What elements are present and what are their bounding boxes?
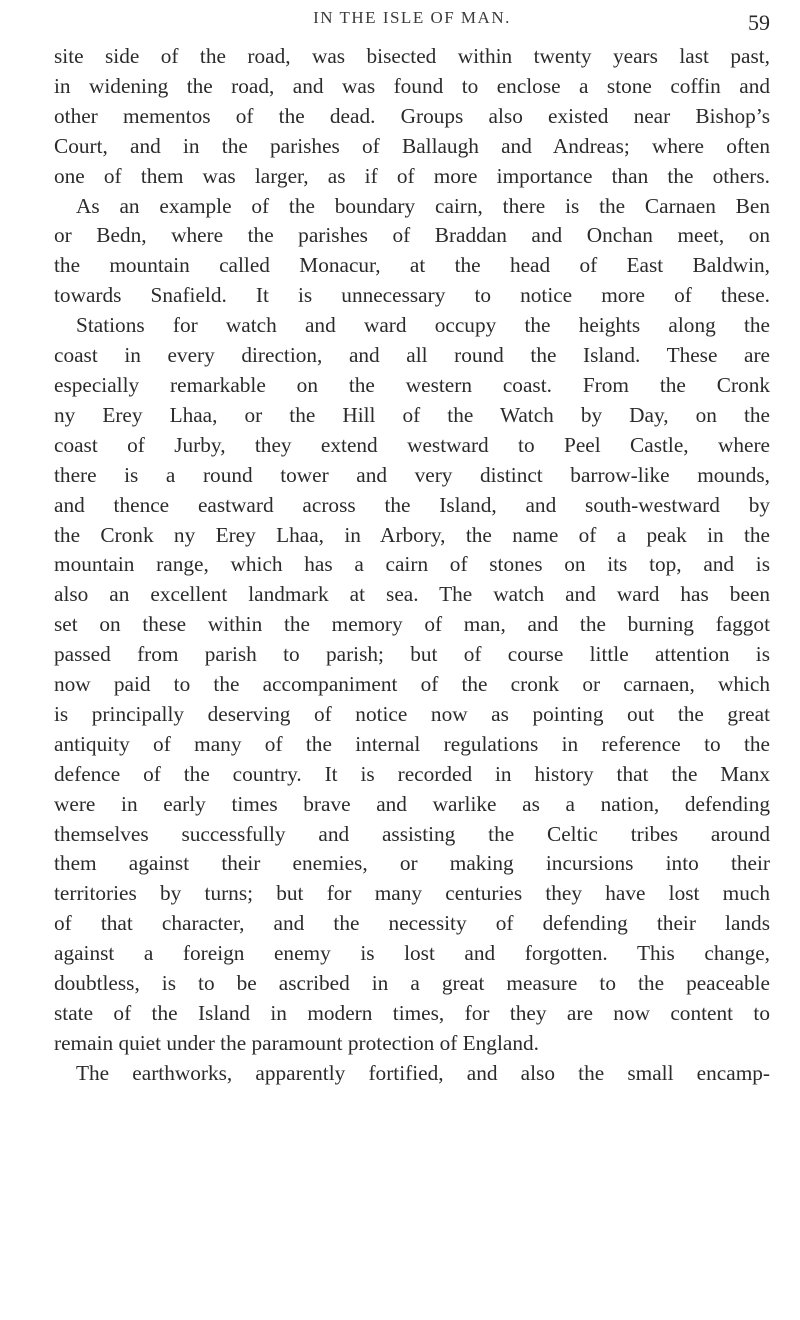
text-line: As an example of the boundary cairn, there is the Carnaen Ben	[76, 193, 770, 218]
text-line: remain quiet under the paramount protection of England.	[54, 1030, 539, 1055]
text-line: Stations for watch and ward occupy the heights along the	[76, 313, 770, 338]
text-line: were in early times brave and warlike as a nation, defending	[54, 791, 770, 816]
text-line: Court, and in the parishes of Ballaugh and Andreas; where often	[54, 133, 770, 158]
running-title: IN THE ISLE OF MAN.	[313, 8, 511, 27]
text-line: set on these within the memory of man, and the burning faggot	[54, 612, 770, 637]
text-line: is principally deserving of notice now as pointing out the great	[54, 701, 770, 726]
text-line: site side of the road, was bisected within twenty years last past,	[54, 44, 770, 68]
text-line: there is a round tower and very distinct barrow-like mounds,	[54, 462, 770, 487]
text-line: passed from parish to parish; but of course little attention is	[54, 642, 770, 667]
running-header	[54, 8, 770, 44]
text-line: in widening the road, and was found to enclose a stone coffin and	[54, 73, 770, 98]
text-line: other mementos of the dead. Groups also existed near Bishop’s	[54, 103, 770, 128]
text-line: one of them was larger, as if of more importance than the others.	[54, 163, 770, 188]
text-line: doubtless, is to be ascribed in a great measure to the peaceable	[54, 971, 770, 996]
text-line: the mountain called Monacur, at the head of East Baldwin,	[54, 253, 770, 278]
text-line: also an excellent landmark at sea. The watch and ward has been	[54, 582, 770, 607]
text-line: especially remarkable on the western coast. From the Cronk	[54, 372, 770, 397]
page-number: 59	[748, 10, 770, 35]
text-line: defence of the country. It is recorded in history that the Manx	[54, 761, 770, 786]
text-line: against a foreign enemy is lost and forgotten. This change,	[54, 941, 770, 966]
text-line: the Cronk ny Erey Lhaa, in Arbory, the name of a peak in the	[54, 522, 770, 547]
text-line: and thence eastward across the Island, and south-westward by	[54, 492, 770, 517]
text-line: coast in every direction, and all round the Island. These are	[54, 343, 770, 368]
text-line: mountain range, which has a cairn of stones on its top, and is	[54, 552, 770, 577]
text-line: antiquity of many of the internal regulations in reference to the	[54, 731, 770, 756]
text-line: coast of Jurby, they extend westward to Peel Castle, where	[54, 432, 770, 457]
text-line: ny Erey Lhaa, or the Hill of the Watch by Day, on the	[54, 402, 770, 427]
text-line: The earthworks, apparently fortified, and also the small encamp-	[76, 1060, 770, 1085]
text-line: them against their enemies, or making incursions into their	[54, 851, 770, 876]
body-text	[54, 42, 770, 1089]
text-line: of that character, and the necessity of defending their lands	[54, 911, 770, 936]
text-line: now paid to the accompaniment of the cronk or carnaen, which	[54, 672, 770, 697]
text-line: towards Snafield. It is unnecessary to notice more of these.	[54, 283, 770, 308]
text-line: or Bedn, where the parishes of Braddan and Onchan meet, on	[54, 223, 770, 248]
text-line: themselves successfully and assisting the Celtic tribes around	[54, 821, 770, 846]
text-line: territories by turns; but for many centuries they have lost much	[54, 881, 770, 906]
text-line: state of the Island in modern times, for they are now content to	[54, 1001, 770, 1025]
